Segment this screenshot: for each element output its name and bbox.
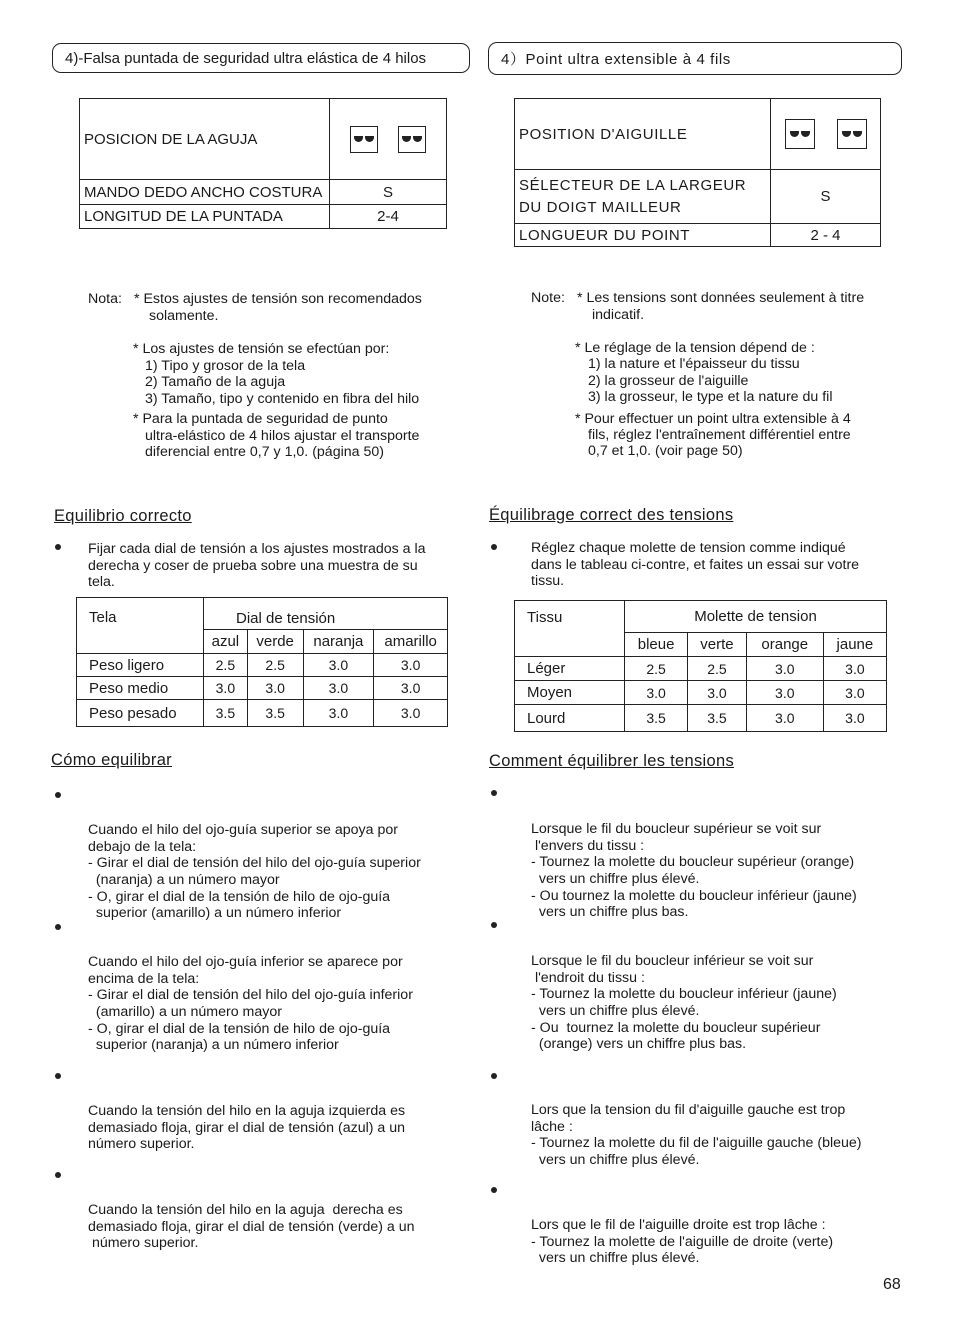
row-label: Peso medio [77, 677, 204, 700]
cell-value: 3.5 [688, 705, 747, 732]
fr-how-item: Lors que le fil de l'aiguille droite est trop lâche : - Tournez la molette de l'aiguille de droite (verte) vers un chiffre plus élevé. [531, 1217, 834, 1267]
cell-value: 3.5 [247, 700, 303, 727]
needle-position-icon [837, 119, 867, 149]
es-width-label: MANDO DEDO ANCHO COSTURA [80, 180, 330, 205]
es-color-header: azul [204, 630, 248, 654]
fr-note-star3b: fils, réglez l'entraînement différentiel entre [588, 427, 851, 443]
es-note-star2: * Los ajustes de tensión se efectúan por: [133, 341, 390, 357]
needle-position-icon [350, 126, 378, 153]
fr-length-value: 2 - 4 [771, 224, 881, 247]
cell-value: 3.0 [303, 700, 374, 727]
cell-value: 3.0 [374, 654, 448, 677]
fr-needle-cell [771, 99, 881, 170]
es-note-item: 1) Tipo y grosor de la tela [145, 358, 306, 374]
fr-note-item: 3) la grosseur, le type et la nature du fil [588, 389, 833, 405]
row-label: Lourd [515, 705, 625, 732]
cell-value: 3.0 [823, 657, 886, 681]
fr-section-title [488, 42, 902, 75]
table-row [77, 677, 448, 700]
table-row [515, 657, 887, 681]
fr-note-star3: * Pour effectuer un point ultra extensible à 4 [575, 411, 851, 427]
fr-length-label: LONGUEUR DU POINT [515, 224, 771, 247]
es-color-header: amarillo [374, 630, 448, 654]
bullet-icon [55, 1172, 61, 1178]
cell-value: 3.0 [688, 681, 747, 705]
needle-position-icon [785, 119, 815, 149]
fr-note-star1: * Les tensions sont données seulement à titre [577, 290, 865, 306]
es-fabric-header: Tela [77, 598, 204, 654]
es-note-star1b: solamente. [149, 308, 219, 324]
fr-how-heading: Comment équilibrer les tensions [489, 752, 734, 770]
cell-value: 2.5 [625, 657, 688, 681]
bullet-icon [55, 544, 61, 550]
es-note-star3b: ultra-elástico de 4 hilos ajustar el transporte [145, 428, 420, 444]
es-note-star1: * Estos ajustes de tensión son recomendados [134, 291, 422, 307]
cell-value: 2.5 [688, 657, 747, 681]
fr-how-item: Lorsque le fil du boucleur inférieur se voit sur l'endroit du tissu : - Tournez la molette du boucleur inférieur (jaune) vers un chiffre plus élevé. - Ou tournez la molette du boucleur supérieur (orange) vers un chiffre plus bas. [531, 953, 837, 1053]
fr-note-label: Note: [531, 290, 565, 306]
bullet-icon [491, 544, 497, 550]
es-note-star3: * Para la puntada de seguridad de punto [133, 411, 388, 427]
es-balance-heading: Equilibrio correcto [54, 507, 192, 525]
bullet-icon [55, 924, 61, 930]
fr-note-item: 1) la nature et l'épaisseur du tissu [588, 356, 800, 372]
cell-value: 3.0 [247, 677, 303, 700]
table-row [515, 705, 887, 732]
cell-value: 3.0 [374, 677, 448, 700]
es-length-label: LONGITUD DE LA PUNTADA [80, 205, 330, 229]
table-row [77, 654, 448, 677]
es-note-item: 3) Tamaño, tipo y contenido en fibra del hilo [145, 391, 420, 407]
bullet-icon [491, 790, 497, 796]
fr-needle-label: POSITION D'AIGUILLE [515, 99, 771, 170]
es-settings-table [79, 98, 447, 229]
cell-value: 3.0 [374, 700, 448, 727]
fr-color-header: bleue [625, 633, 688, 657]
fr-note-star3c: 0,7 et 1,0. (voir page 50) [588, 443, 743, 459]
page-number: 68 [883, 1276, 901, 1293]
es-balance-text: Fijar cada dial de tensión a los ajustes mostrados a la derecha y coser de prueba sobre una muestra de su tela. [88, 541, 426, 591]
bullet-icon [55, 1073, 61, 1079]
cell-value: 3.0 [746, 705, 823, 732]
cell-value: 3.0 [204, 677, 248, 700]
bullet-icon [55, 792, 61, 798]
fr-balance-text: Réglez chaque molette de tension comme indiqué dans le tableau ci-contre, et faites un essai sur votre tissu. [531, 540, 860, 590]
fr-title-text: 4）Point ultra extensible à 4 fils [501, 51, 731, 68]
cell-value: 3.0 [303, 677, 374, 700]
cell-value: 3.5 [204, 700, 248, 727]
cell-value: 3.0 [746, 657, 823, 681]
fr-how-item: Lorsque le fil du boucleur supérieur se voit sur l'envers du tissu : - Tournez la molette du boucleur supérieur (orange) vers un chiffre plus élevé. - Ou tournez la molette du boucleur inférieur (jaune) vers un chiffre plus bas. [531, 821, 857, 921]
bullet-icon [491, 1187, 497, 1193]
row-label: Peso pesado [77, 700, 204, 727]
es-note-item: 2) Tamaño de la aguja [145, 374, 286, 390]
es-how-item: Cuando el hilo del ojo-guía superior se apoya por debajo de la tela: - Girar el dial de tensión del hilo del ojo-guía superior (naranja) a un número mayor - O, girar el dial de la tensión de hilo de ojo-guía superior (amarillo) a un número inferior [88, 822, 421, 922]
cell-value: 3.0 [823, 705, 886, 732]
es-how-item: Cuando la tensión del hilo en la aguja izquierda es demasiado floja, girar el dial de tensión (azul) a un número superior. [88, 1103, 406, 1153]
cell-value: 3.0 [823, 681, 886, 705]
bullet-icon [491, 922, 497, 928]
fr-note-item: 2) la grosseur de l'aiguille [588, 373, 749, 389]
es-how-heading: Cómo equilibrar [51, 751, 172, 769]
es-length-value: 2-4 [330, 205, 447, 229]
cell-value: 3.0 [746, 681, 823, 705]
es-needle-label: POSICION DE LA AGUJA [80, 99, 330, 180]
fr-how-item: Lors que la tension du fil d'aiguille gauche est trop lâche : - Tournez la molette du fil de l'aiguille gauche (bleue) vers un chiffre plus élevé. [531, 1102, 862, 1168]
es-dial-header: Dial de tensión [204, 598, 448, 630]
row-label: Peso ligero [77, 654, 204, 677]
fr-dial-header: Molette de tension [625, 601, 887, 633]
cell-value: 2.5 [247, 654, 303, 677]
es-title-text: 4)-Falsa puntada de seguridad ultra elástica de 4 hilos [65, 49, 427, 67]
fr-note-star2: * Le réglage de la tension dépend de : [575, 340, 815, 356]
needle-position-icon [398, 126, 426, 153]
fr-color-header: jaune [823, 633, 886, 657]
fr-width-label: SÉLECTEUR DE LA LARGEUR DU DOIGT MAILLEUR [515, 170, 771, 224]
table-row [515, 681, 887, 705]
es-needle-cell [330, 99, 447, 180]
es-how-item: Cuando la tensión del hilo en la aguja derecha es demasiado floja, girar el dial de tensión (verde) a un número superior. [88, 1202, 415, 1252]
es-how-item: Cuando el hilo del ojo-guía inferior se aparece por encima de la tela: - Girar el dial de tensión del hilo del ojo-guía inferior (amarillo) a un número mayor - O, girar el dial de la tensión de hilo de ojo-guía superior (naranja) a un número inferior [88, 954, 413, 1054]
fr-color-header: orange [746, 633, 823, 657]
row-label: Moyen [515, 681, 625, 705]
fr-balance-heading: Équilibrage correct des tensions [489, 506, 734, 524]
bullet-icon [491, 1073, 497, 1079]
es-section-title [52, 43, 470, 73]
fr-color-header: verte [688, 633, 747, 657]
cell-value: 3.5 [625, 705, 688, 732]
es-note-star3c: diferencial entre 0,7 y 1,0. (página 50) [145, 444, 384, 460]
fr-fabric-header: Tissu [515, 601, 625, 657]
es-tension-table [76, 597, 448, 727]
es-color-header: verde [247, 630, 303, 654]
cell-value: 3.0 [625, 681, 688, 705]
table-row [77, 700, 448, 727]
es-note-label: Nota: [88, 291, 122, 307]
fr-note-star1b: indicatif. [592, 307, 645, 323]
cell-value: 3.0 [303, 654, 374, 677]
es-color-header: naranja [303, 630, 374, 654]
es-width-value: S [330, 180, 447, 205]
cell-value: 2.5 [204, 654, 248, 677]
fr-width-value: S [771, 170, 881, 224]
row-label: Léger [515, 657, 625, 681]
fr-settings-table [514, 98, 881, 247]
fr-tension-table [514, 600, 887, 732]
